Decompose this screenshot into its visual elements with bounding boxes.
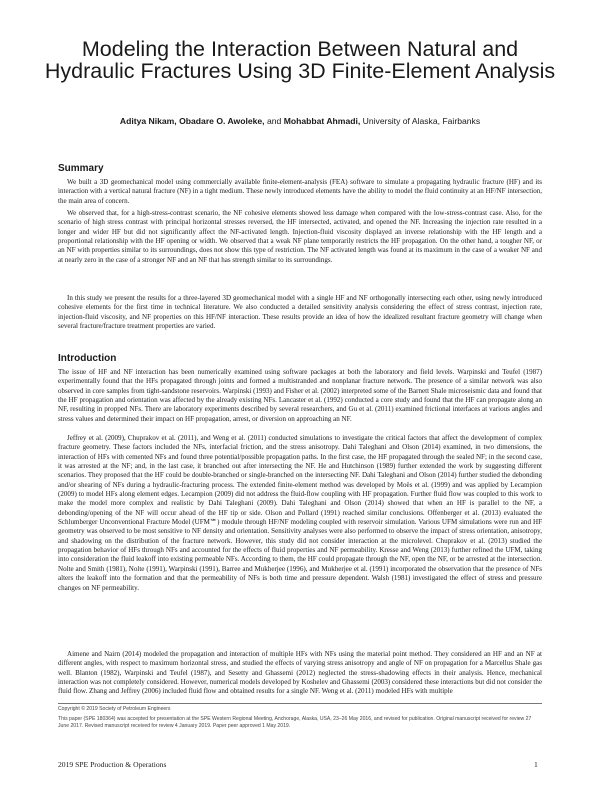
copyright-note: Copyright © 2019 Society of Petroleum Engineers	[58, 706, 171, 712]
journal-footer: 2019 SPE Production & Operations	[58, 760, 167, 769]
author-affiliation: University of Alaska, Fairbanks	[360, 116, 481, 126]
introduction-paragraph-3: Aimene and Nairn (2014) modeled the propagation and interaction of multiple HFs with NFs using the material point method. They considered an HF and an NF at different angles, with respect to maximum horizontal stress, and studied the effects of varying stress anisotropy and angle of NF on propagation for a Marcellus Shale gas well. Blanton (1982), Warpinski and Teufel (1987), and Sesetty and Ghassemi (2012) neglected the stress-shadowing effects in their analysis. Hence, mechanical interaction was not completely considered. However, numerical models developed by Koshelev and Ghassemi (2003) considered these interactions but did not consider the fluid flow. Zhang and Jeffrey (2006) included fluid flow and obtained results for a single NF. Weng et al. (2011) modeled HFs with multiple	[58, 650, 542, 696]
author-and: and	[264, 116, 284, 126]
summary-paragraph-3: In this study we present the results for a three-layered 3D geomechanical model with a single HF and NF orthogonally intersecting each other, using newly introduced cohesive elements for the first time in technical literature. We also conducted a detailed sensitivity analysis considering the effect of stress contrast, injection rate, injection-fluid viscosity, and NF properties on this HF/NF interaction. These results provide an idea of how the idealized resultant fracture geometry will change when several fracture/fracture treatment properties are varied.	[58, 294, 542, 331]
paper-title: Modeling the Interaction Between Natural and Hydraulic Fractures Using 3D Finite-Element Analysis	[44, 37, 556, 83]
author-last-name: Mohabbat Ahmadi,	[283, 116, 361, 126]
summary-paragraph-1: We built a 3D geomechanical model using commercially available finite-element-analysis (FEA) software to simulate a propagating hydraulic fracture (HF) and its interaction with a vertical natural fracture (NF) in a tight medium. These newly introduced elements have the ability to model the fluid continuity at an HF/NF intersection, the main area of concern.	[58, 178, 542, 205]
summary-heading: Summary	[58, 163, 104, 174]
summary-paragraph-2: We observed that, for a high-stress-contrast scenario, the NF cohesive elements showed less damage when compared with the low-stress-contrast case. Also, for the scenario of high stress contrast with principal horizontal stresses reversed, the HF intersected, activated, and opened the NF. Increasing the injection rate resulted in a longer and wider HF but did not significantly affect the NF-activated length. Injection-fluid viscosity displayed an inverse relationship with the HF length and a proportional relationship with the HF opening or width. We observed that a weak NF plane temporarily restricts the HF propagation. On the other hand, a tougher NF, or an NF with properties similar to its surroundings, does not show this type of restriction. The NF activated length was found at its maximum in the case of a weaker NF and at nearly zero in the case of a stronger NF and an NF that has strength similar to its surroundings.	[58, 209, 542, 264]
introduction-heading: Introduction	[58, 353, 117, 364]
author-names: Aditya Nikam, Obadare O. Awoleke,	[119, 116, 265, 126]
footnote-divider	[58, 703, 542, 704]
introduction-paragraph-1: The issue of HF and NF interaction has been numerically examined using software packages at both the laboratory and field levels. Warpinski and Teufel (1987) experimentally found that the HFs propagated through joints and formed a multistranded and nonplanar fracture network. The presence of a similar network was also observed in core samples from tight-sandstone reservoirs. Warpinski (1993) and Fisher et al. (2002) interpreted some of the Barnett Shale microseismic data and found that the HF propagation and orientation was affected by the already existing NFs. Lancaster et al. (1992) conducted a core study and found that the HF can propagate along an NF, resulting in propped NFs. There are laboratory experiments described by several researchers, and Gu et al. (2011) examined frictional interfaces at various angles and stress values and determined their impact on HF propagation, arrest, or diversion on approaching an NF.	[58, 368, 542, 423]
introduction-paragraph-2: Jeffrey et al. (2009), Chuprakov et al. (2011), and Weng et al. (2011) conducted simulations to investigate the critical factors that affect the development of complex fracture geometry. These factors included the NFs, interfacial friction, and the stress anisotropy. Dahi Taleghani and Olson (2014) examined, in two dimensions, the interaction of HFs with cemented NFs and found three potential/possible propagation paths. In the first case, the HF propagated through the sealed NF; in the second case, it was arrested at the NF; and, in the last case, it branched out after intersecting the NF. He and Hutchinson (1989) further extended the work by suggesting different scenarios. They proposed that the HF could be double-branched or single-branched on the intersecting NF. Dahi Taleghani and Olson (2014) further studied the debonding and/or shearing of NFs during a hydraulic-fracturing process. The extended finite-element method was developed by Moës et al. (1999) and was applied by Lecampion (2009) to model HFs along element edges. Lecampion (2009) did not address the fluid-flow coupling with HF propagation. Further fluid flow was coupled to this work to make the model more complex and realistic by Dahi Taleghani (2009). Dahi Taleghani and Olson (2014) showed that when an HF is parallel to the NF, a debonding/opening of the NF will occur ahead of the HF tip or side. Olson and Pollard (1991) reached similar conclusions. Offenberger et al. (2013) evaluated the Schlumberger Unconventional Fracture Model (UFM℠) module through HF/NF modeling coupled with reservoir simulation. Various UFM simulations were run and HF geometry was observed to be most sensitive to NF density and orientation. Sensitivity analyses were also performed to observe the impact of stress orientation, anisotropy, and shadowing on the distribution of the fracture network. However, this study did not consider interaction at the microlevel. Chuprakov et al. (2013) studied the propagation behavior of HFs through NFs and accounted for the effects of fluid properties and NF permeability. Kresse and Weng (2013) further refined the UFM, taking into consideration the fluid leakoff into existing permeable NFs. According to them, the HF could propagate through the NF, open the NF, or be arrested at the intersection. Nolte and Smith (1981), Nolte (1991), Warpinski (1991), Barree and Mukherjee (1996), and Mukherjee et al. (1991) incorporated the observation that the presence of NFs alters the leakoff into the formation and that the permeability of NFs is both time and pressure dependent. Walsh (1981) investigated the effect of stress and pressure changes on NF permeability.	[58, 434, 542, 592]
page-number: 1	[534, 760, 538, 769]
author-line	[20, 116, 580, 127]
publication-history-note: This paper (SPE 180364) was accepted for presentation at the SPE Western Regional Meeting, Anchorage, Alaska, USA, 23–26 May 2016, and revised for publication. Original manuscript received for review 27 June 2017. Revised manuscript received for review 4 January 2019. Paper peer approved 1 May 2019.	[58, 716, 532, 729]
